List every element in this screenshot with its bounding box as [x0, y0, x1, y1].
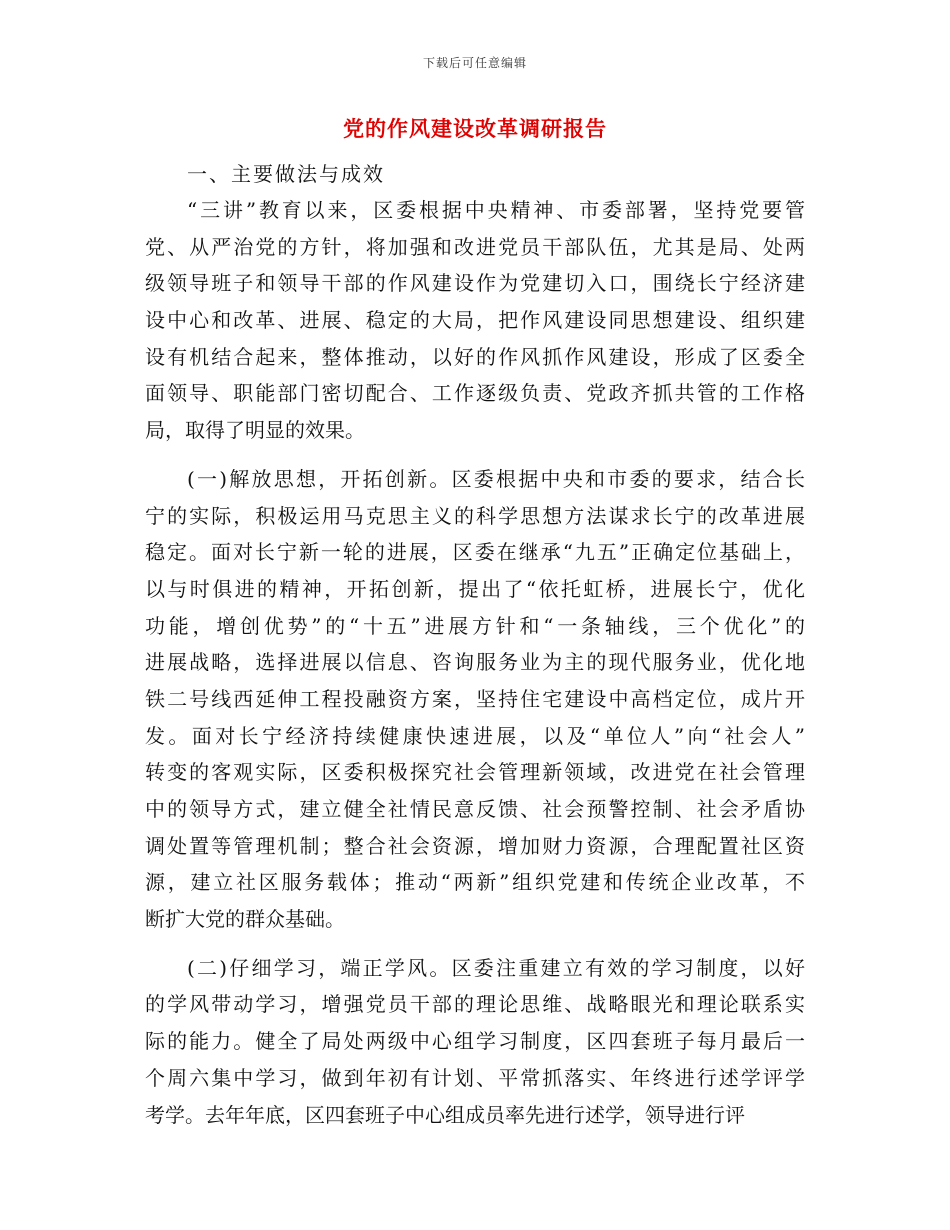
paragraph-line: “三讲”教育以来，区委根据中央精神、市委部署，坚持党要管 [187, 198, 805, 222]
section-heading: 一、主要做法与成效 [187, 162, 385, 186]
paragraph-line: 进展战略，选择进展以信息、咨询服务业为主的现代服务业，优化地 [145, 650, 805, 675]
paragraph-line: 际的能力。健全了局处两级中心组学习制度，区四套班子每月最后一 [145, 1029, 805, 1054]
paragraph-line: 个周六集中学习，做到年初有计划、平常抓落实、年终进行述学评学 [145, 1065, 805, 1090]
paragraph-line: 功能，增创优势”的“十五”进展方针和“一条轴线，三个优化”的 [145, 613, 805, 638]
paragraph-line: 局，取得了明显的效果。 [145, 418, 365, 443]
paragraph-line: 源，建立社区服务载体；推动“两新”组织党建和传统企业改革，不 [145, 870, 805, 895]
paragraph-line: 断扩大党的群众基础。 [145, 907, 345, 932]
paragraph-line: 发。面对长宁经济持续健康快速进展，以及“单位人”向“社会人” [145, 723, 805, 748]
paragraph-line: 的学风带动学习，增强党员干部的理论思维、战略眼光和理论联系实 [145, 992, 805, 1017]
paragraph-line: (一)解放思想，开拓创新。区委根据中央和市委的要求，结合长 [187, 466, 805, 491]
paragraph-line: 转变的客观实际，区委积极探究社会管理新领域，改进党在社会管理 [145, 760, 805, 785]
paragraph-line: 设中心和改革、进展、稳定的大局，把作风建设同思想建设、组织建 [145, 308, 805, 333]
paragraph-line: 中的领导方式，建立健全社情民意反馈、社会预警控制、社会矛盾协 [145, 797, 805, 821]
document-title: 党的作风建设改革调研报告 [343, 116, 607, 141]
paragraph-line: 以与时俱进的精神，开拓创新，提出了“依托虹桥，进展长宁，优化 [145, 576, 805, 601]
paragraph-line: 面领导、职能部门密切配合、工作逐级负责、党政齐抓共管的工作格 [145, 381, 805, 406]
paragraph-point-1 [145, 461, 805, 938]
paragraph-line: 铁二号线西延伸工程投融资方案，坚持住宅建设中高档定位，成片开 [145, 686, 805, 711]
paragraph-line: 级领导班子和领导干部的作风建设作为党建切入口，围绕长宁经济建 [145, 271, 805, 296]
paragraph-line: 调处置等管理机制；整合社会资源，增加财力资源，合理配置社区资 [145, 833, 805, 858]
paragraph-intro [145, 192, 805, 449]
paragraph-line: (二)仔细学习，端正学风。区委注重建立有效的学习制度，以好 [187, 955, 805, 980]
page-header-note: 下载后可任意编辑 [422, 56, 527, 70]
paragraph-line: 设有机结合起来，整体推动，以好的作风抓作风建设，形成了区委全 [145, 344, 805, 369]
paragraph-line: 考学。去年年底，区四套班子中心组成员率先进行述学，领导进行评 [145, 1102, 745, 1127]
paragraph-point-2 [145, 950, 805, 1133]
document-body [145, 156, 805, 1133]
paragraph-line: 宁的实际，积极运用马克思主义的科学思想方法谋求长宁的改革进展 [145, 503, 805, 528]
paragraph-line: 党、从严治党的方针，将加强和改进党员干部队伍，尤其是局、处两 [145, 234, 805, 259]
paragraph-line: 稳定。面对长宁新一轮的进展，区委在继承“九五”正确定位基础上， [145, 540, 805, 565]
